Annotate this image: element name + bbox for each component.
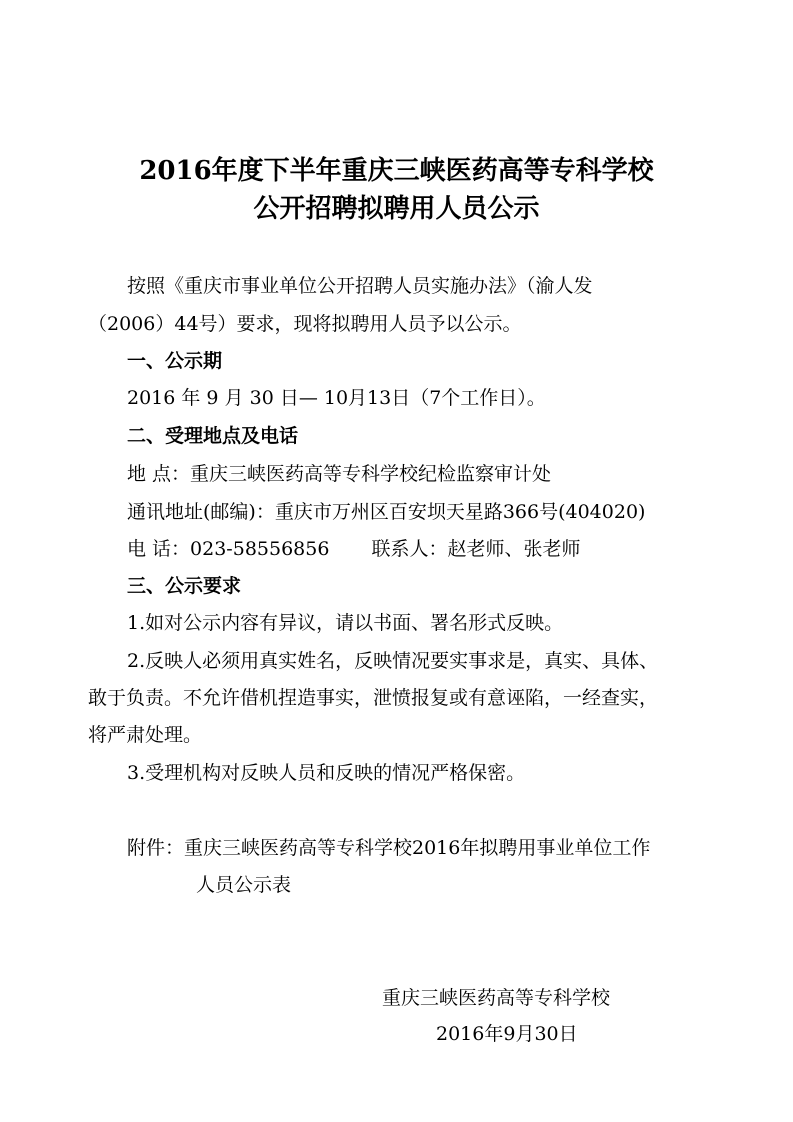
- signature-date: 2016年9月30日: [436, 1023, 578, 1045]
- section-2-heading: 二、受理地点及电话: [127, 425, 299, 447]
- requirement-2-line-2: 敢于负责。不允许借机捏造事实，泄愤报复或有意诬陷，一经查实，: [88, 687, 659, 709]
- attachment-line-1: 附件：重庆三峡医药高等专科学校2016年拟聘用事业单位工作: [127, 837, 651, 859]
- section-1-heading: 一、公示期: [127, 350, 223, 372]
- document-title-line-1: 2016年度下半年重庆三峡医药高等专科学校: [139, 156, 654, 186]
- requirement-3: 3.受理机构对反映人员和反映的情况严格保密。: [127, 762, 526, 784]
- document-title-line-2: 公开招聘拟聘用人员公示: [253, 194, 540, 224]
- requirement-2-line-3: 将严肃处理。: [88, 724, 203, 746]
- signature-organization: 重庆三峡医药高等专科学校: [382, 987, 611, 1009]
- section-3-heading: 三、公示要求: [127, 575, 242, 597]
- phone-contact-row: [127, 536, 581, 562]
- location-line: 地 点：重庆三峡医药高等专科学校纪检监察审计处: [127, 463, 552, 485]
- intro-paragraph-line-2: （2006）44号）要求，现将拟聘用人员予以公示。: [88, 313, 522, 335]
- publicity-period: 2016 年 9 月 30 日— 10月13日（7个工作日）。: [127, 387, 546, 409]
- phone-number: 电 话：023-58556856: [127, 538, 330, 560]
- requirement-1: 1.如对公示内容有异议，请以书面、署名形式反映。: [127, 612, 564, 634]
- mailing-address-line: 通讯地址(邮编)：重庆市万州区百安坝天星路366号(404020): [127, 501, 646, 523]
- intro-paragraph-line-1: 按照《重庆市事业单位公开招聘人员实施办法》（渝人发: [127, 275, 593, 297]
- requirement-2-line-1: 2.反映人必须用真实姓名，反映情况要实事求是，真实、具体、: [127, 650, 659, 672]
- attachment-line-2: 人员公示表: [196, 874, 292, 896]
- contact-persons: 联系人：赵老师、张老师: [371, 538, 581, 560]
